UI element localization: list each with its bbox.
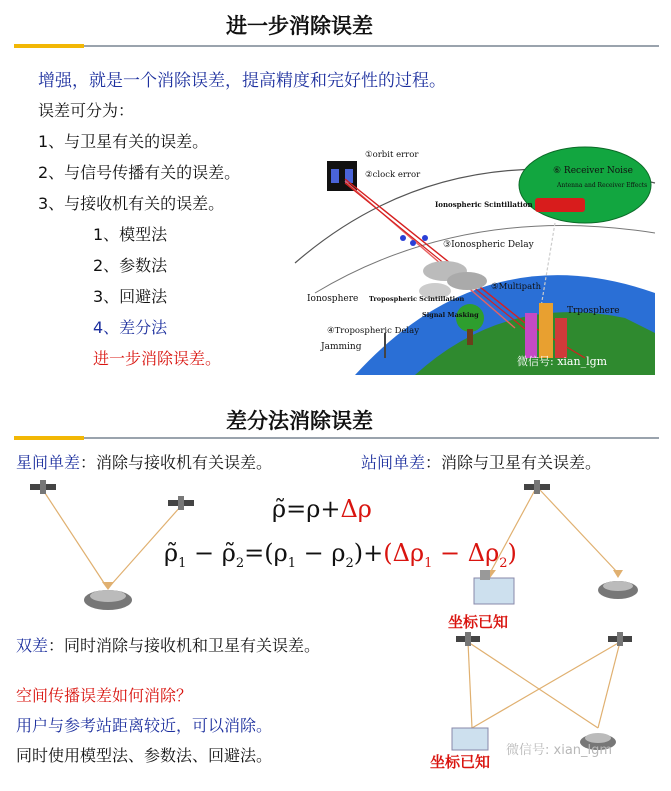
coord-known-label-2: 坐标已知 bbox=[430, 753, 491, 771]
formula-1: ρ̃=ρ+Δρ bbox=[272, 495, 372, 523]
scint-mark-3 bbox=[422, 235, 428, 241]
diagram-watermark: 微信号: xian_lgm bbox=[517, 355, 608, 368]
section1-rule bbox=[14, 45, 659, 47]
method-1: 1、模型法 bbox=[93, 225, 168, 244]
label-orbit-error: ①orbit error bbox=[365, 150, 419, 160]
coord-known-label-1: 坐标已知 bbox=[448, 613, 509, 631]
method-3: 3、回避法 bbox=[93, 287, 168, 306]
satellite-panel-right bbox=[345, 169, 353, 183]
also-line: 同时使用模型法、参数法、回避法。 bbox=[16, 746, 273, 765]
section2-accent-bar bbox=[14, 436, 84, 440]
between-station-line bbox=[361, 450, 601, 473]
building-1 bbox=[525, 313, 537, 358]
answer-line: 用户与参考站距离较近，可以消除。 bbox=[16, 716, 273, 735]
error-type-2: 2、与信号传播有关的误差。 bbox=[38, 163, 241, 182]
ray-right-2 bbox=[540, 490, 618, 573]
method-2: 2、参数法 bbox=[93, 256, 168, 275]
section1-lead: 增强，就是一个消除误差，提高精度和完好性的过程。 bbox=[38, 71, 446, 91]
label-tropo-delay: ④Tropospheric Delay bbox=[327, 326, 420, 336]
label-receiver-noise: ⑥ Receiver Noise bbox=[553, 166, 633, 176]
arrow-left bbox=[102, 582, 114, 590]
between-sat-label: 星间单差 bbox=[16, 453, 81, 472]
section1-accent-bar bbox=[14, 44, 84, 48]
gps-error-diagram bbox=[295, 143, 655, 375]
double-diff-line bbox=[16, 633, 320, 656]
tree-trunk bbox=[467, 329, 473, 345]
satellite-icon bbox=[608, 632, 632, 646]
satellite-panel-left bbox=[331, 169, 339, 183]
cloud-2 bbox=[447, 272, 487, 290]
error-type-3: 3、与接收机有关的误差。 bbox=[38, 194, 225, 213]
error-type-1: 1、与卫星有关的误差。 bbox=[38, 132, 209, 151]
label-antenna: Antenna and Receiver Effects bbox=[557, 182, 648, 189]
section2-watermark: 微信号: xian_lgm bbox=[506, 743, 613, 758]
reference-station-icon bbox=[474, 578, 514, 604]
between-station-illustration bbox=[440, 478, 660, 628]
between-station-label: 站间单差 bbox=[361, 453, 426, 472]
label-tropo-scint: Tropospheric Scintillation bbox=[369, 295, 465, 303]
arrow-right-2 bbox=[613, 570, 623, 578]
label-iono-delay: ③Ionospheric Delay bbox=[443, 240, 534, 250]
between-sat-line bbox=[16, 450, 272, 473]
ray-left-1 bbox=[43, 490, 106, 586]
label-jamming: Jamming bbox=[321, 342, 362, 352]
double-diff-text: ：同时消除与接收机和卫星有关误差。 bbox=[48, 636, 321, 655]
reference-station-icon bbox=[452, 728, 488, 750]
label-signal-masking: Signal Masking bbox=[422, 311, 479, 319]
scint-mark-1 bbox=[400, 235, 406, 241]
car-icon bbox=[535, 198, 585, 212]
label-trposphere: Trposphere bbox=[567, 306, 620, 316]
section1-conclusion: 进一步消除误差。 bbox=[93, 349, 222, 368]
error-list-heading: 误差可分为： bbox=[38, 101, 135, 120]
satellite-icon bbox=[456, 632, 480, 646]
label-clock-error: ②clock error bbox=[365, 170, 421, 180]
building-2 bbox=[539, 303, 553, 358]
between-sat-text: ：消除与接收机有关误差。 bbox=[80, 453, 273, 472]
section2-title: 差分法消除误差 bbox=[226, 409, 373, 433]
section2-rule bbox=[14, 437, 659, 439]
formula-2: $\rhõ_1$ − $\rhõ_2=(\rho_1 - \rho_2)+(\Delta\rho_1 - \Delta\rho_2)$ bbox=[164, 539, 517, 571]
question-line: 空间传播误差如何消除？ bbox=[16, 686, 193, 705]
label-ionosphere: Ionosphere bbox=[307, 294, 359, 304]
building-3 bbox=[555, 318, 567, 358]
satellite-icon bbox=[30, 480, 56, 494]
double-diff-label: 双差 bbox=[16, 636, 49, 655]
ray-right-1 bbox=[490, 490, 535, 573]
section1-title: 进一步消除误差 bbox=[226, 14, 373, 38]
method-4: 4、差分法 bbox=[93, 318, 168, 337]
scint-mark-2 bbox=[410, 240, 416, 246]
satellite-icon bbox=[524, 480, 550, 494]
label-multipath: ⑤Multipath bbox=[491, 282, 542, 292]
between-station-text: ：消除与卫星有关误差。 bbox=[425, 453, 602, 472]
label-iono-scint: Ionospheric Scintillation bbox=[435, 200, 533, 209]
